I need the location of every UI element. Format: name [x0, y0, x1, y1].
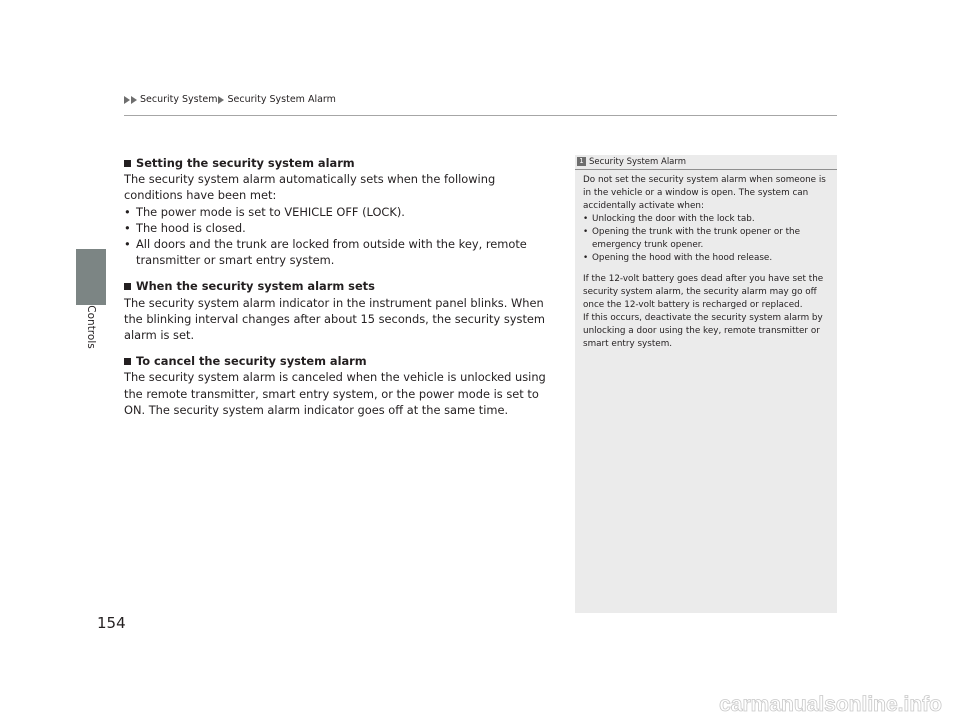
chapter-label-text: Controls [85, 305, 97, 349]
square-bullet-icon [124, 160, 131, 167]
list-item: • The power mode is set to VEHICLE OFF (LOCK). [124, 204, 405, 219]
note-number-badge: 1 [577, 157, 586, 166]
note-list-item-text: Opening the trunk with the trunk opener or the emergency trunk opener. [592, 227, 801, 250]
list-item-text: The hood is closed. [136, 220, 246, 235]
chapter-tab-label [84, 298, 98, 356]
breadcrumb-arrow-icon [218, 96, 224, 104]
breadcrumb [124, 93, 336, 107]
note-sidebar [575, 155, 837, 613]
header-rule [124, 115, 837, 116]
note-header [575, 155, 837, 168]
square-bullet-icon [124, 283, 131, 290]
note-list-item-text: Opening the hood with the hood release. [592, 253, 773, 263]
note-paragraph: Do not set the security system alarm when someone is in the vehicle or a window is open. The system can accidentally activate when: [583, 175, 826, 211]
section-heading-text: When the security system alarm sets [136, 279, 375, 294]
section-body: The security system alarm indicator in the instrument panel blinks. When the blinking interval changes after about 15 seconds, the security system alarm is set. [124, 295, 546, 343]
svg-text:carmanualsonline.info: carmanualsonline.info [719, 693, 942, 716]
list-item-text: All doors and the trunk are locked from outside with the key, remote transmitter or smart entry system. [136, 237, 527, 268]
list-item-text: The power mode is set to VEHICLE OFF (LOCK). [136, 204, 405, 219]
note-list-item: • Opening the trunk with the trunk opener or the emergency trunk opener. [583, 227, 801, 250]
note-list-item-text: Unlocking the door with the lock tab. [592, 214, 755, 224]
section-heading-text: Setting the security system alarm [136, 156, 355, 170]
section-body: The security system alarm is canceled when the vehicle is unlocked using the remote transmitter, smart entry system, or the power mode is set to ON. The security system alarm indicator goes off at the same time. [124, 370, 546, 417]
section-heading [124, 353, 554, 369]
breadcrumb-arrow-icon [124, 96, 130, 104]
main-content [124, 155, 554, 418]
note-list-item: • Opening the hood with the hood release. [583, 253, 773, 263]
breadcrumb-level2[interactable]: Security System Alarm [227, 94, 336, 105]
note-paragraph: If this occurs, deactivate the security system alarm by unlocking a door using the key, remote transmitter or smart entry system. [583, 313, 823, 349]
note-body [583, 174, 835, 351]
note-paragraph: If the 12-volt battery goes dead after you have set the security system alarm, the security alarm may go off once the 12-volt battery is recharged or replaced. [583, 274, 824, 310]
note-rule [575, 169, 837, 170]
section-heading [124, 155, 554, 171]
chapter-tab-marker [76, 249, 106, 305]
breadcrumb-arrow-icon [131, 96, 137, 104]
note-list-item: • Unlocking the door with the lock tab. [583, 214, 755, 224]
page-number: 154 [97, 614, 126, 632]
section-intro: The security system alarm automatically sets when the following conditions have been met: [124, 172, 496, 203]
section-heading [124, 278, 554, 294]
section-heading-text: To cancel the security system alarm [136, 354, 367, 369]
square-bullet-icon [124, 358, 131, 365]
list-item: • The hood is closed. [124, 220, 246, 235]
breadcrumb-level1[interactable]: Security System [140, 94, 218, 105]
note-title: Security System Alarm [589, 156, 687, 167]
list-item: • All doors and the trunk are locked from outside with the key, remote transmitter or smart entry system. [124, 237, 527, 268]
